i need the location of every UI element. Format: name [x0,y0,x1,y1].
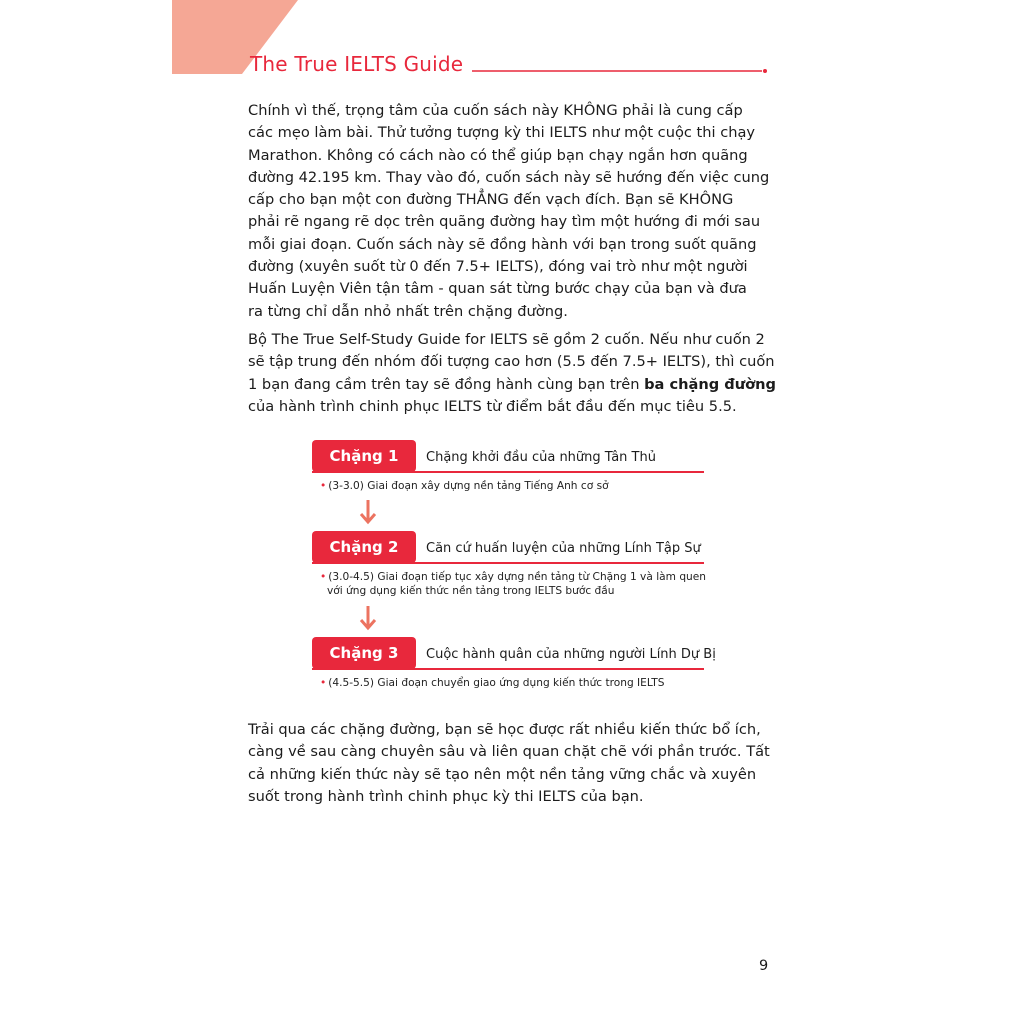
text-line: suốt trong hành trình chinh phục kỳ thi IELTS của bạn. [248,787,644,805]
text-line: mỗi giai đoạn. Cuốn sách này sẽ đồng hành với bạn trong suốt quãng [248,235,757,253]
bullet-icon: • [320,571,327,583]
stage-label: Chặng 2 [312,531,416,563]
header-rule [472,68,768,74]
stage-divider [312,668,704,670]
text-line: Bộ The True Self-Study Guide for IELTS sẽ gồm 2 cuốn. Nếu như cuốn 2 [248,331,765,348]
stage-label: Chặng 1 [312,440,416,472]
text-line: cả những kiến thức này sẽ tạo nên một nền tảng vững chắc và xuyên [248,765,757,783]
stage-title: Chặng khởi đầu của những Tân Thủ [426,450,656,465]
arrow-down-icon [359,500,377,526]
text-line: các mẹo làm bài. Thử tưởng tượng kỳ thi IELTS như một cuộc thi chạy [248,124,756,142]
header-title: The True IELTS Guide [250,52,464,76]
page-number: 9 [759,958,769,974]
stage-title: Cuộc hành quân của những người Lính Dự Bị [426,647,716,662]
text-line: Trải qua các chặng đường, bạn sẽ học được rất nhiều kiến thức bổ ích, [248,721,761,738]
arrow-down-icon [359,606,377,632]
text-line: Chính vì thế, trọng tâm của cuốn sách này KHÔNG phải là cung cấp [248,102,743,119]
text-line: sẽ tập trung đến nhóm đối tượng cao hơn (5.5 đến 7.5+ IELTS), thì cuốn [248,353,775,371]
stage-title: Căn cứ huấn luyện của những Lính Tập Sự [426,541,701,556]
bullet-icon: • [320,677,327,689]
series-paragraph [248,329,778,418]
bullet-icon: • [320,480,327,492]
text-line: ra từng chỉ dẫn nhỏ nhất trên chặng đường. [248,302,568,320]
text-line: càng về sau càng chuyên sâu và liên quan chặt chẽ với phần trước. Tất [248,743,770,761]
text-line [248,374,778,396]
closing-paragraph [248,719,778,808]
bold-phrase: ba chặng đường [644,375,776,393]
stage-divider [312,562,704,564]
text-line: đường (xuyên suốt từ 0 đến 7.5+ IELTS), đóng vai trò như một người [248,258,748,276]
stage-description: • (4.5-5.5) Giai đoạn chuyển giao ứng dụng kiến thức trong IELTS [320,677,665,689]
stage-divider [312,471,704,473]
text-line: Marathon. Không có cách nào có thể giúp bạn chạy ngắn hơn quãng [248,146,748,164]
stage-label: Chặng 3 [312,637,416,669]
stage-description: • (3.0-4.5) Giai đoạn tiếp tục xây dựng nền tảng từ Chặng 1 và làm quen với ứng dụng kiến thức nền tảng trong IELTS bước đầu [320,571,706,597]
text-line: đường 42.195 km. Thay vào đó, cuốn sách này sẽ hướng đến việc cung [248,168,770,186]
text-line: Huấn Luyện Viên tận tâm - quan sát từng bước chạy của bạn và đưa [248,280,747,298]
text-segment: 1 bạn đang cầm trên tay sẽ đồng hành cùng bạn trên [248,375,645,393]
text-line: phải rẽ ngang rẽ dọc trên quãng đường hay tìm một hướng đi mới sau [248,213,761,231]
text-line: của hành trình chinh phục IELTS từ điểm bắt đầu đến mục tiêu 5.5. [248,397,737,415]
text-line: cấp cho bạn một con đường THẲNG đến vạch đích. Bạn sẽ KHÔNG [248,191,734,209]
stage-description: • (3-3.0) Giai đoạn xây dựng nền tảng Tiếng Anh cơ sở [320,480,609,492]
intro-paragraph [248,100,778,323]
